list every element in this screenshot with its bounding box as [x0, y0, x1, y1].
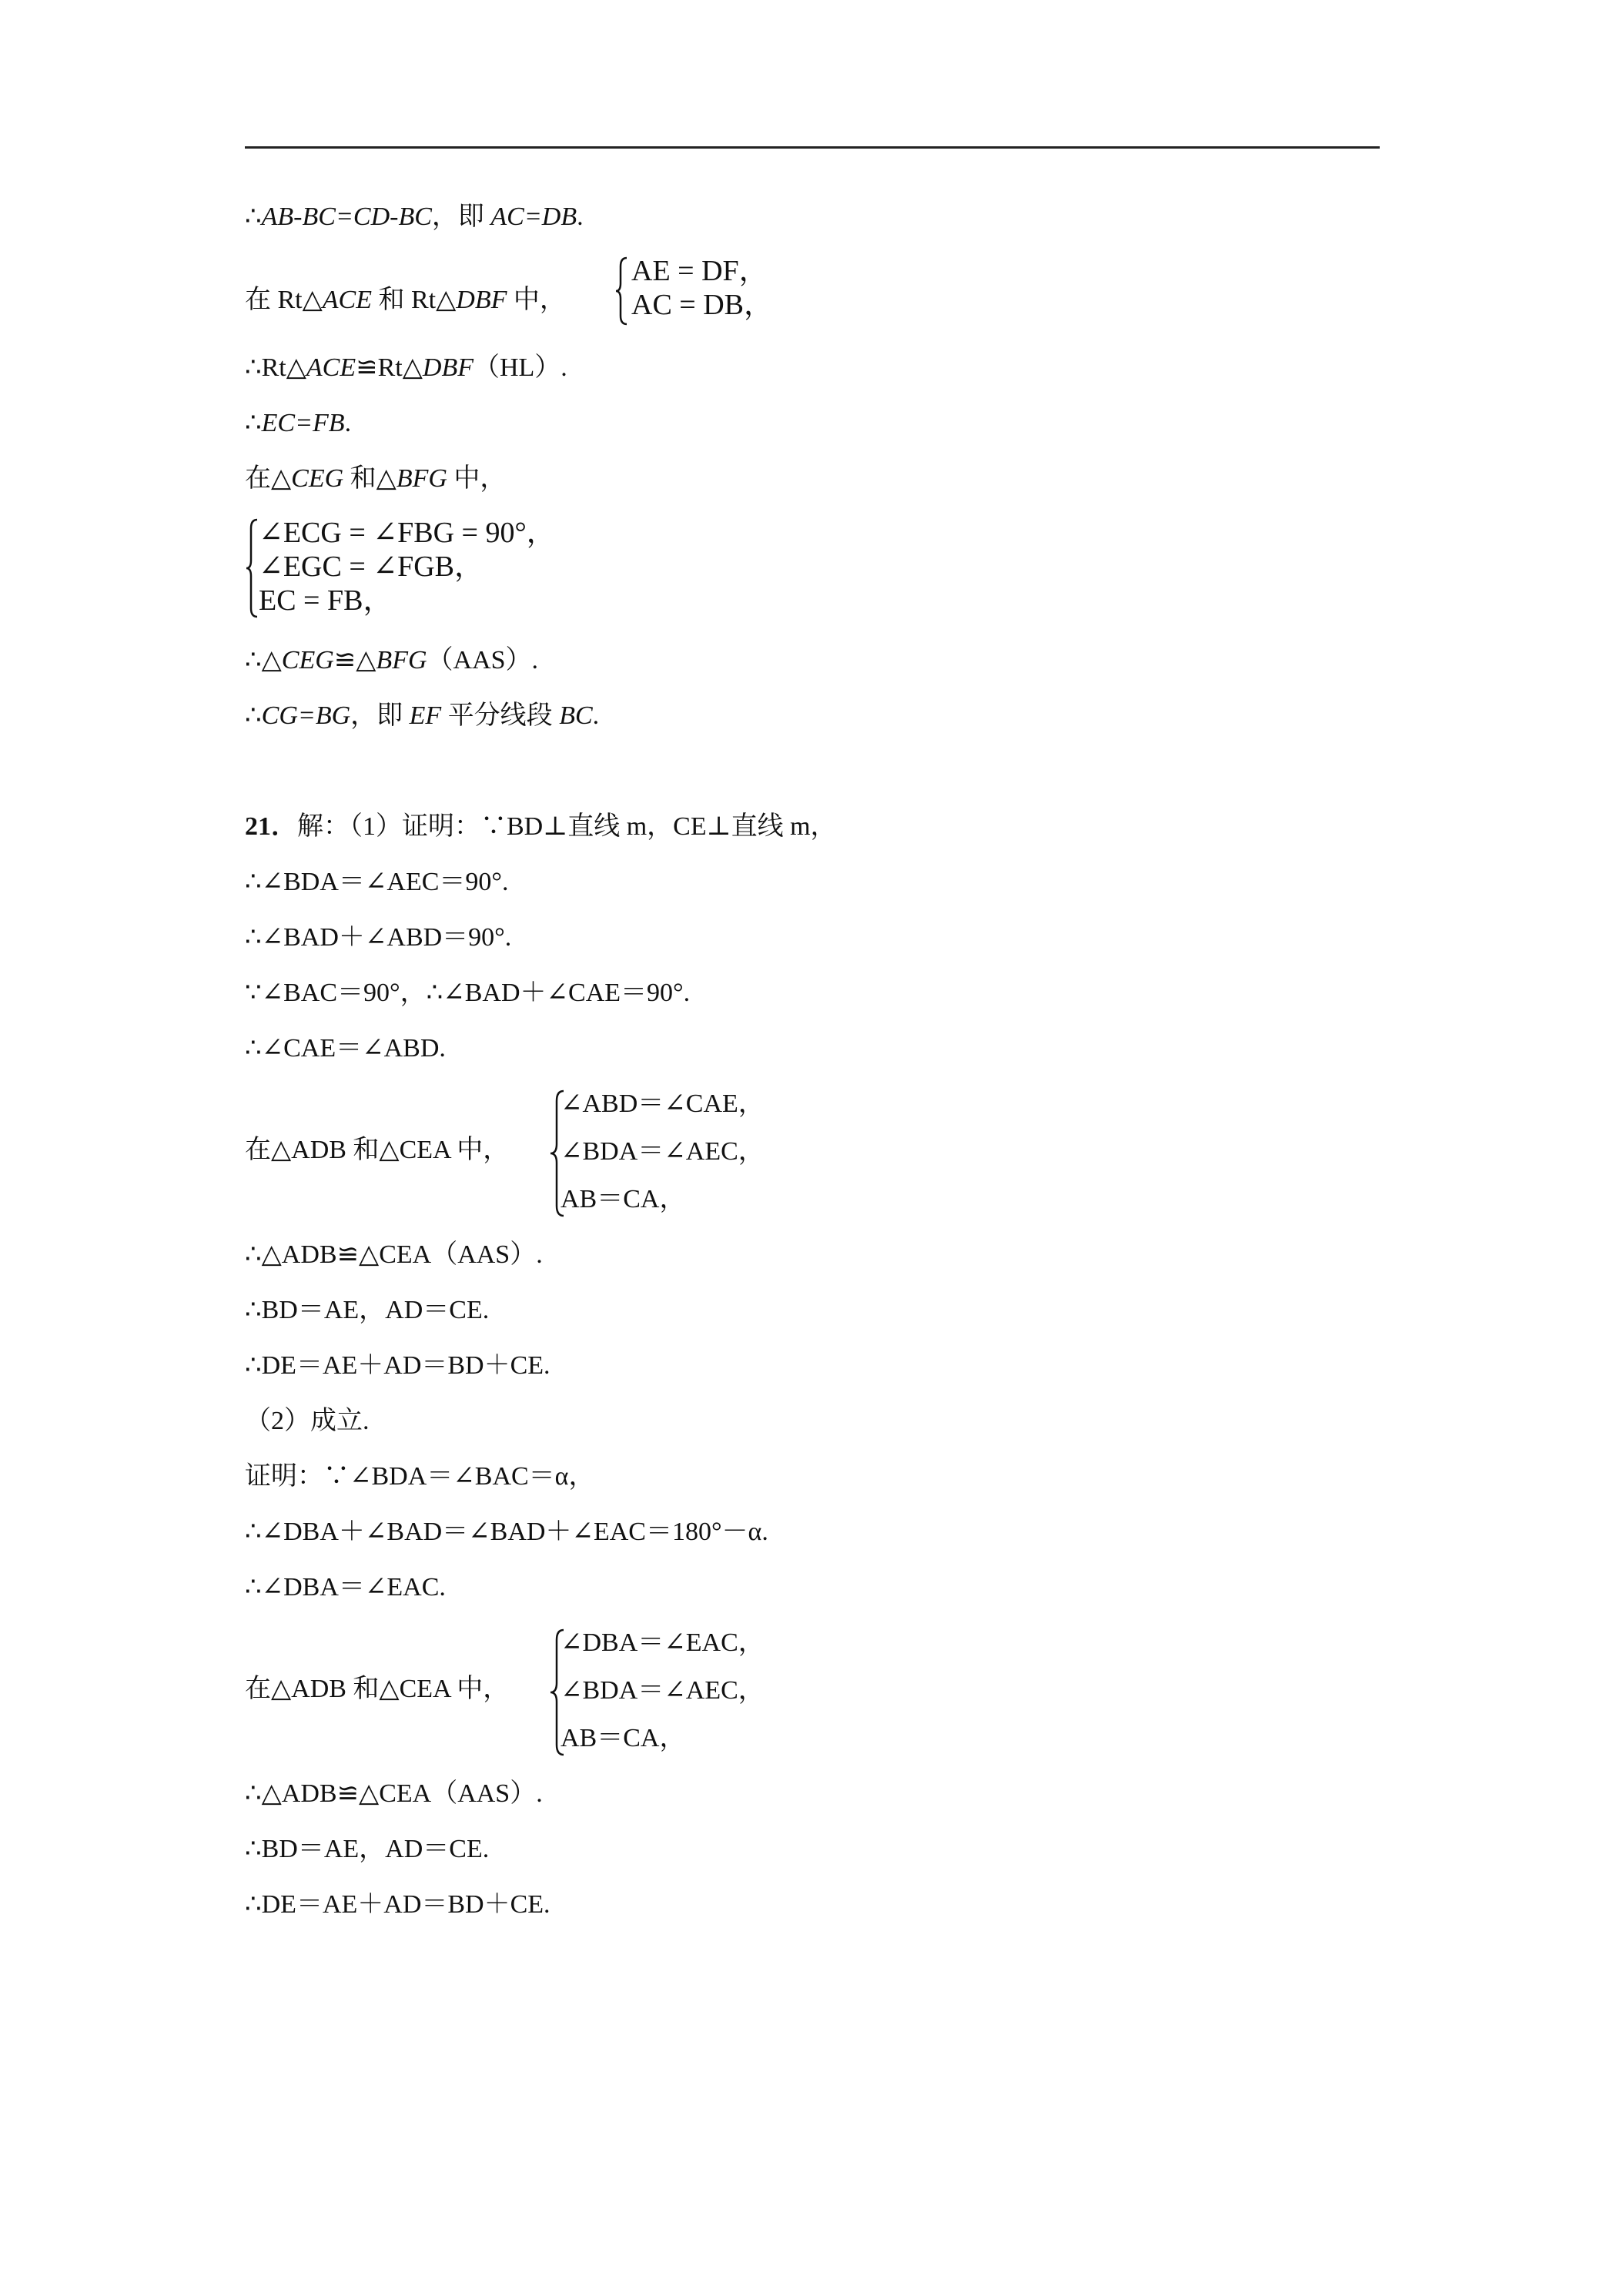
text: ∴	[245, 701, 262, 730]
equation: ∠DBA＝∠EAC，	[561, 1628, 765, 1657]
text: 和 Rt△	[372, 286, 457, 314]
proof-line: ∴∠BDA＝∠AEC＝90°.	[245, 868, 509, 896]
therefore-symbol: ∴	[245, 202, 262, 231]
system-lead: 在△ADB 和△CEA 中，	[245, 1136, 510, 1164]
header-rule	[245, 146, 1380, 149]
math-expr: BFG	[396, 464, 447, 493]
question-number: 21．	[245, 812, 297, 841]
equation: ∠BDA＝∠AEC，	[561, 1676, 765, 1705]
math-expr: DBF	[456, 286, 507, 314]
text: 平分线段	[441, 701, 560, 730]
proof-line	[245, 645, 538, 676]
question-text: 解：（1）证明：∵BD⊥直线 m，CE⊥直线 m，	[297, 812, 837, 841]
proof-line: ∴∠DBA＝∠EAC.	[245, 1573, 446, 1602]
question-21-header	[245, 812, 837, 842]
text: ∴	[245, 409, 262, 437]
text: ∴△	[245, 646, 282, 674]
proof-line	[245, 408, 351, 439]
equation: EC = FB，	[259, 584, 393, 617]
proof-line: ∴∠BAD＋∠ABD＝90°.	[245, 923, 512, 952]
equation: ∠BDA＝∠AEC，	[561, 1137, 765, 1166]
equation: AB＝CA，	[561, 1724, 686, 1752]
text: ≌Rt△	[356, 353, 423, 382]
text: .	[344, 409, 352, 437]
text: 中，	[507, 286, 566, 314]
proof-line: ∴DE＝AE＋AD＝BD＋CE.	[245, 1890, 550, 1919]
math-expr: EC=FB	[261, 409, 345, 437]
text: （AAS）.	[427, 646, 539, 674]
math-expr: DBF	[422, 353, 474, 382]
text: ，即	[431, 202, 491, 231]
proof-line	[245, 353, 567, 383]
text: 和△	[343, 464, 397, 493]
system-lead: 在△ADB 和△CEA 中，	[245, 1675, 510, 1703]
proof-line: 证明：∵∠BDA＝∠BAC＝α，	[245, 1462, 595, 1491]
text: .	[577, 202, 584, 231]
text: 在 Rt△	[245, 286, 323, 314]
proof-line: ∴△ADB≌△CEA（AAS）.	[245, 1779, 543, 1808]
text: .	[592, 701, 600, 730]
text: ∴Rt△	[245, 353, 306, 382]
proof-line: ∴∠DBA＋∠BAD＝∠BAD＋∠EAC＝180°－α.	[245, 1518, 768, 1546]
math-expr: ACE	[306, 353, 356, 382]
left-brace	[245, 517, 260, 619]
proof-line	[245, 701, 599, 731]
proof-line	[245, 202, 584, 233]
math-expr: AC=DB	[490, 202, 577, 231]
equation: AE = DF，	[631, 255, 768, 287]
text: ，即	[350, 701, 410, 730]
math-expr: CEG	[281, 646, 334, 674]
proof-line	[245, 464, 506, 494]
proof-line: ∴BD＝AE，AD＝CE.	[245, 1835, 490, 1863]
math-expr: CEG	[291, 464, 344, 493]
proof-line: ∴BD＝AE，AD＝CE.	[245, 1296, 490, 1324]
equation: AB＝CA，	[561, 1185, 686, 1213]
system-lead	[245, 285, 566, 316]
proof-line: ∴△ADB≌△CEA（AAS）.	[245, 1240, 543, 1269]
math-expr: BC	[559, 701, 593, 730]
equation: ∠ABD＝∠CAE，	[561, 1089, 765, 1118]
math-expr: AB-BC=CD-BC	[261, 202, 432, 231]
equation: ∠ECG = ∠FBG = 90°，	[259, 517, 556, 549]
math-expr: BFG	[376, 646, 427, 674]
math-expr: EF	[409, 701, 442, 730]
proof-line: ∴∠CAE＝∠ABD.	[245, 1034, 446, 1063]
text: （HL）.	[473, 353, 567, 382]
proof-line: （2）成立.	[245, 1407, 370, 1435]
equation: ∠EGC = ∠FGB，	[259, 551, 484, 583]
text: ≌△	[333, 646, 376, 674]
left-brace	[614, 256, 630, 326]
math-expr: ACE	[322, 286, 372, 314]
text: 中，	[447, 464, 507, 493]
equation: AC = DB，	[631, 289, 774, 321]
proof-line: ∵∠BAC＝90°，∴∠BAD＋∠CAE＝90°.	[245, 979, 691, 1007]
proof-line: ∴DE＝AE＋AD＝BD＋CE.	[245, 1351, 550, 1380]
text: 在△	[245, 464, 292, 493]
math-expr: CG=BG	[261, 701, 351, 730]
